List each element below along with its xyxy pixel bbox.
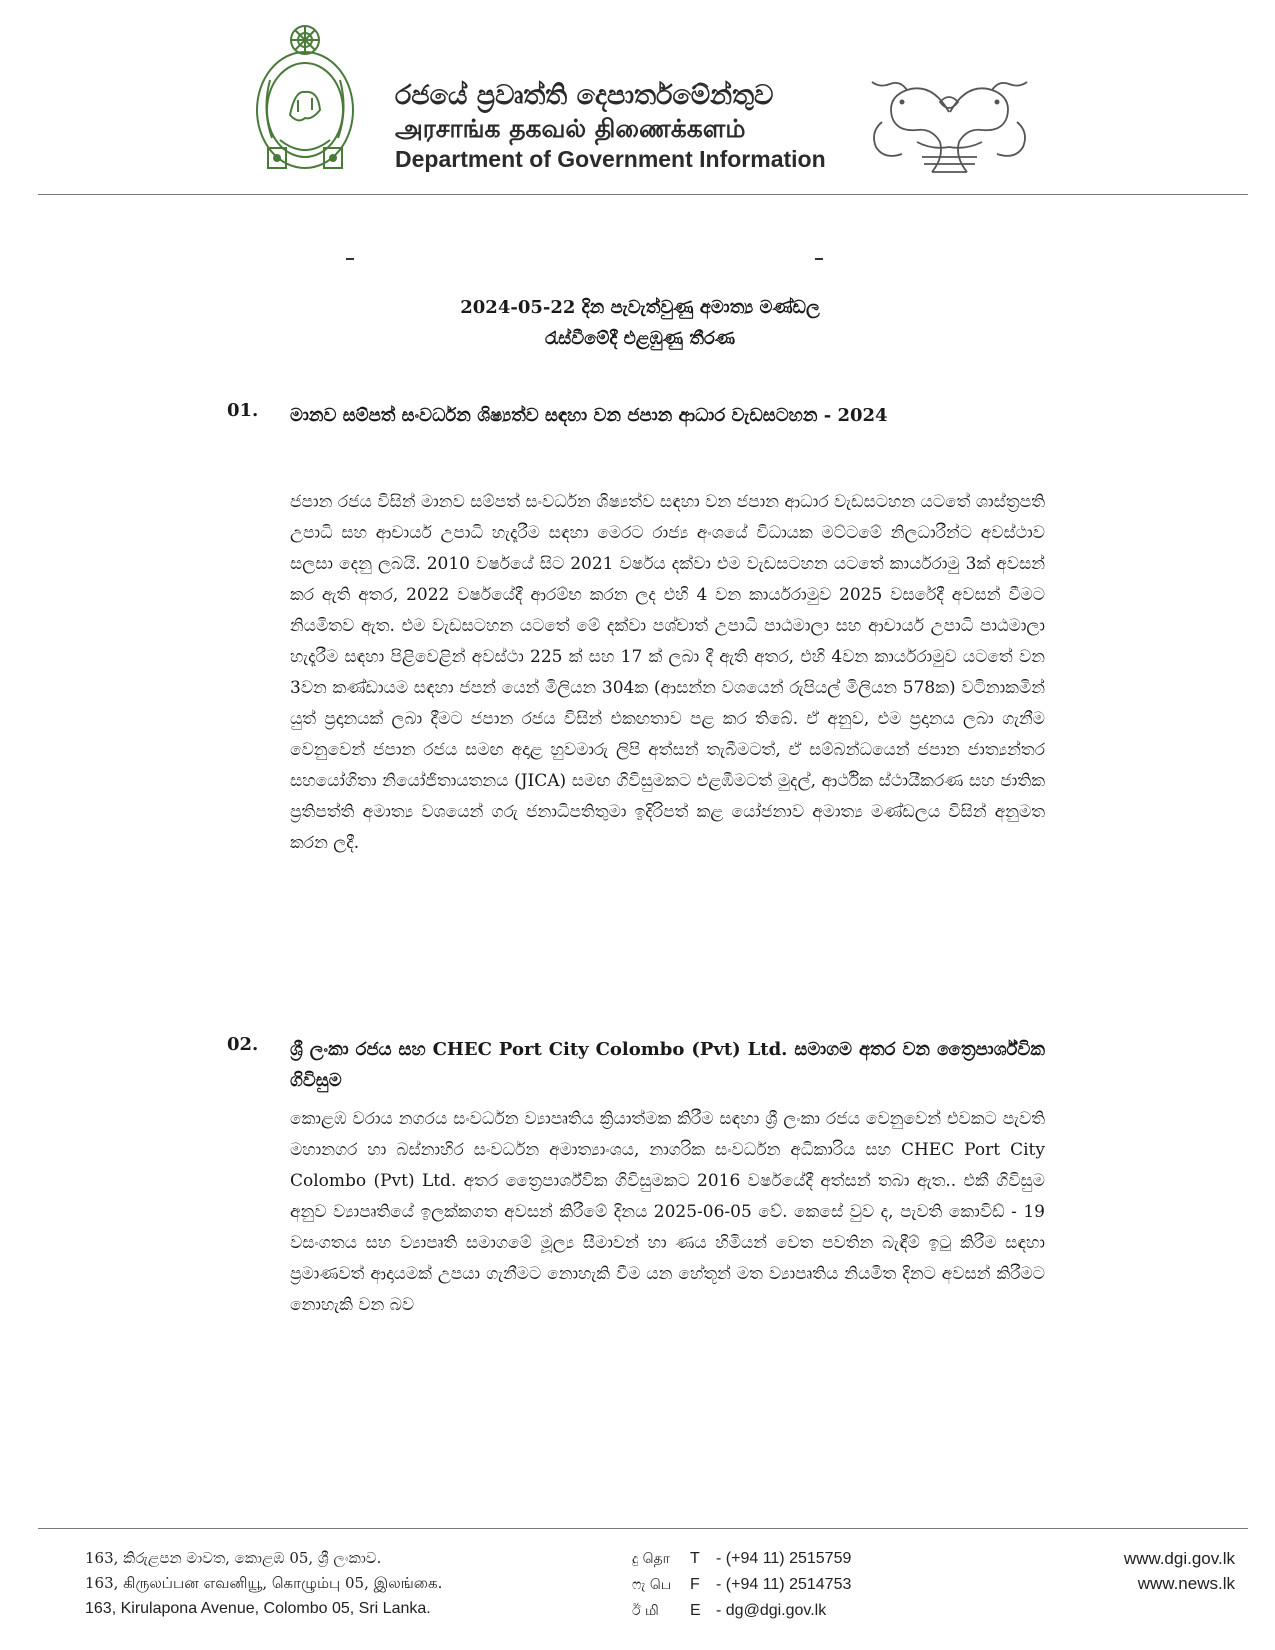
organization-names [395,80,826,176]
org-name-english: Department of Government Information [395,146,826,172]
sri-lanka-emblem-icon [250,20,360,175]
document-title-line-1: 2024-05-22 දින පැවැත්වුණු අමාත්‍ය මණ්ඩල [460,297,820,318]
org-name-sinhala: රජයේ ප්‍රවෘත්ති දෙපාර්තමේන්තුව [395,80,774,111]
address-english: 163, Kirulapona Avenue, Colombo 05, Sri Lanka. [85,1600,431,1617]
fax-row [632,1572,851,1598]
footer-divider [38,1528,1248,1529]
website-link[interactable]: www.dgi.gov.lk [1123,1549,1235,1568]
item-number: 01. [227,400,259,421]
footer-contacts [632,1546,851,1624]
email-row [632,1598,851,1624]
scan-mark [815,258,823,260]
org-name-tamil: அரசாங்க தகவல் திணைக்களம் [395,114,746,143]
item-heading: ශ්‍රී ලංකා රජය සහ CHEC Port City Colombo (Pvt) Ltd. සමාගම අතර වන ත්‍රෛපාර්ශ්වික ගිවිසුම [290,1039,1045,1091]
address-sinhala: 163, කිරුළපන මාවත, කොළඹ 05, ශ්‍රී ලංකාව. [85,1549,382,1567]
swan-emblem-icon [862,72,1037,182]
email-key: E [690,1602,701,1619]
item-body: කොළඹ වරාය නගරය සංවර්ධන ව්‍යාපෘතිය ක්‍රියාත්මක කිරීම සඳහා ශ්‍රී ලංකා රජය වෙනුවෙන් එවකට පැවති මහානගර හා බස්නාහිර සංවර්ධන අමාත්‍යාංශය, නාගරික සංවර්ධන අධිකාරිය සහ CHEC Port City Colombo (Pvt) Ltd. අතර ත්‍රෛපාර්ශ්වික ගිවිසුමකට 2016 වර්ෂයේදී අත්සන් තබා ඇත.. එකී ගිවිසුම අනුව ව්‍යාපෘතියේ ඉලක්කගත අවසන් කිරීමේ දිනය 2025-06-05 වේ. කෙසේ වුව ද, පැවති කොවිඩ් - 19 වසංගතය සහ ව්‍යාපෘති සමාගමේ මූල්‍ය සීමාවන් හා ණය හිමියන් වෙත පවතින බැඳීම් ඉටු කිරීම සඳහා ප්‍රමාණවත් ආදායමක් උපයා ගැනීමට නොහැකි වීම යන හේතූන් මත ව්‍යාපෘතිය නියමිත දිනට අවසන් කිරීමට නොහැකි වන බව [290,1109,1045,1315]
address-tamil: 163, கிருலப்பன எவனியூ, கொழும்பு 05, இலங்கை. [85,1574,443,1592]
fax-number: - (+94 11) 2514753 [716,1576,852,1593]
footer-address [85,1546,442,1621]
header-divider [38,194,1248,195]
document-title [330,292,950,354]
phone-label: දු தொ [632,1551,670,1567]
email-address: - dg@dgi.gov.lk [716,1602,827,1619]
phone-row [632,1546,851,1572]
website-link[interactable]: www.news.lk [1137,1574,1235,1593]
phone-number: - (+94 11) 2515759 [716,1550,852,1567]
fax-label: ෆැ பெ [632,1577,672,1593]
footer-websites [1124,1546,1235,1596]
phone-key: T [690,1550,700,1567]
item-body: ජපාන රජය විසින් මානව සම්පත් සංවර්ධන ශිෂ්‍යත්ව සඳහා වන ජපාන ආධාර වැඩසටහන යටතේ ශාස්ත්‍රපති උපාධි සහ ආචාර්ය උපාධි හැදෑරීම සඳහා මෙරට රාජ්‍ය අංශයේ විධායක මට්ටමේ නිලධාරීන්ට අවස්ථාව සලසා දෙනු ලබයි. 2010 වර්ෂයේ සිට 2021 වර්ෂය දක්වා එම වැඩසටහන යටතේ කාර්යරාමු 3ක් අවසන් කර ඇති අතර, 2022 වර්ෂයේදී ආරම්භ කරන ලද එහි 4 වන කාර්යරාමුව 2025 වසරේදී අවසන් වීමට නියමිතව ඇත. එම වැඩසටහන යටතේ මේ දක්වා පශ්චාත් උපාධි පාඨමාලා සහ ආචාර්ය උපාධි පාඨමාලා හැදෑරීම සඳහා පිළිවෙළින් අවස්ථා 225 ක් සහ 17 ක් ලබා දී ඇති අතර, එහි 4වන කාර්යරාමුව යටතේ වන 3වන කණ්ඩායම සඳහා ජපන් යෙන් මිලියන 304ක (ආසන්න වශයෙන් රුපියල් මිලියන 578ක) වටිනාකමින් යුත් ප්‍රදානයක් ලබා දීමට ජපාන රජය විසින් එකඟතාව පළ කර තිබේ. ඒ අනුව, එම ප්‍රදානය ලබා ගැනීම වෙනුවෙන් ජපාන රජය සමඟ අදාළ හුවමාරු ලිපි අත්සන් තැබීමටත්, ඒ සම්බන්ධයෙන් ජපාන ජාත්‍යන්තර සහයෝගිතා නියෝජිතායතනය (JICA) සමඟ ගිවිසුමකට එළඹීමටත් මුදල්, ආර්ථික ස්ථායීකරණ සහ ජාතික ප්‍රතිපත්ති අමාත්‍ය වශයෙන් ගරු ජනාධිපතිතුමා ඉදිරිපත් කළ යෝජනාව අමාත්‍ය මණ්ඩලය විසින් අනුමත කරන ලදී. [290,492,1045,853]
item-number: 02. [227,1034,259,1055]
document-title-line-2: රැස්වීමේදී එළඹුණු තීරණ [544,328,736,349]
email-label: ඊ மி [632,1603,659,1619]
item-heading: මානව සම්පත් සංවර්ධන ශිෂ්‍යත්ව සඳහා වන ජපාන ආධාර වැඩසටහන - 2024 [290,405,888,426]
fax-key: F [690,1576,700,1593]
scan-mark [346,258,354,260]
